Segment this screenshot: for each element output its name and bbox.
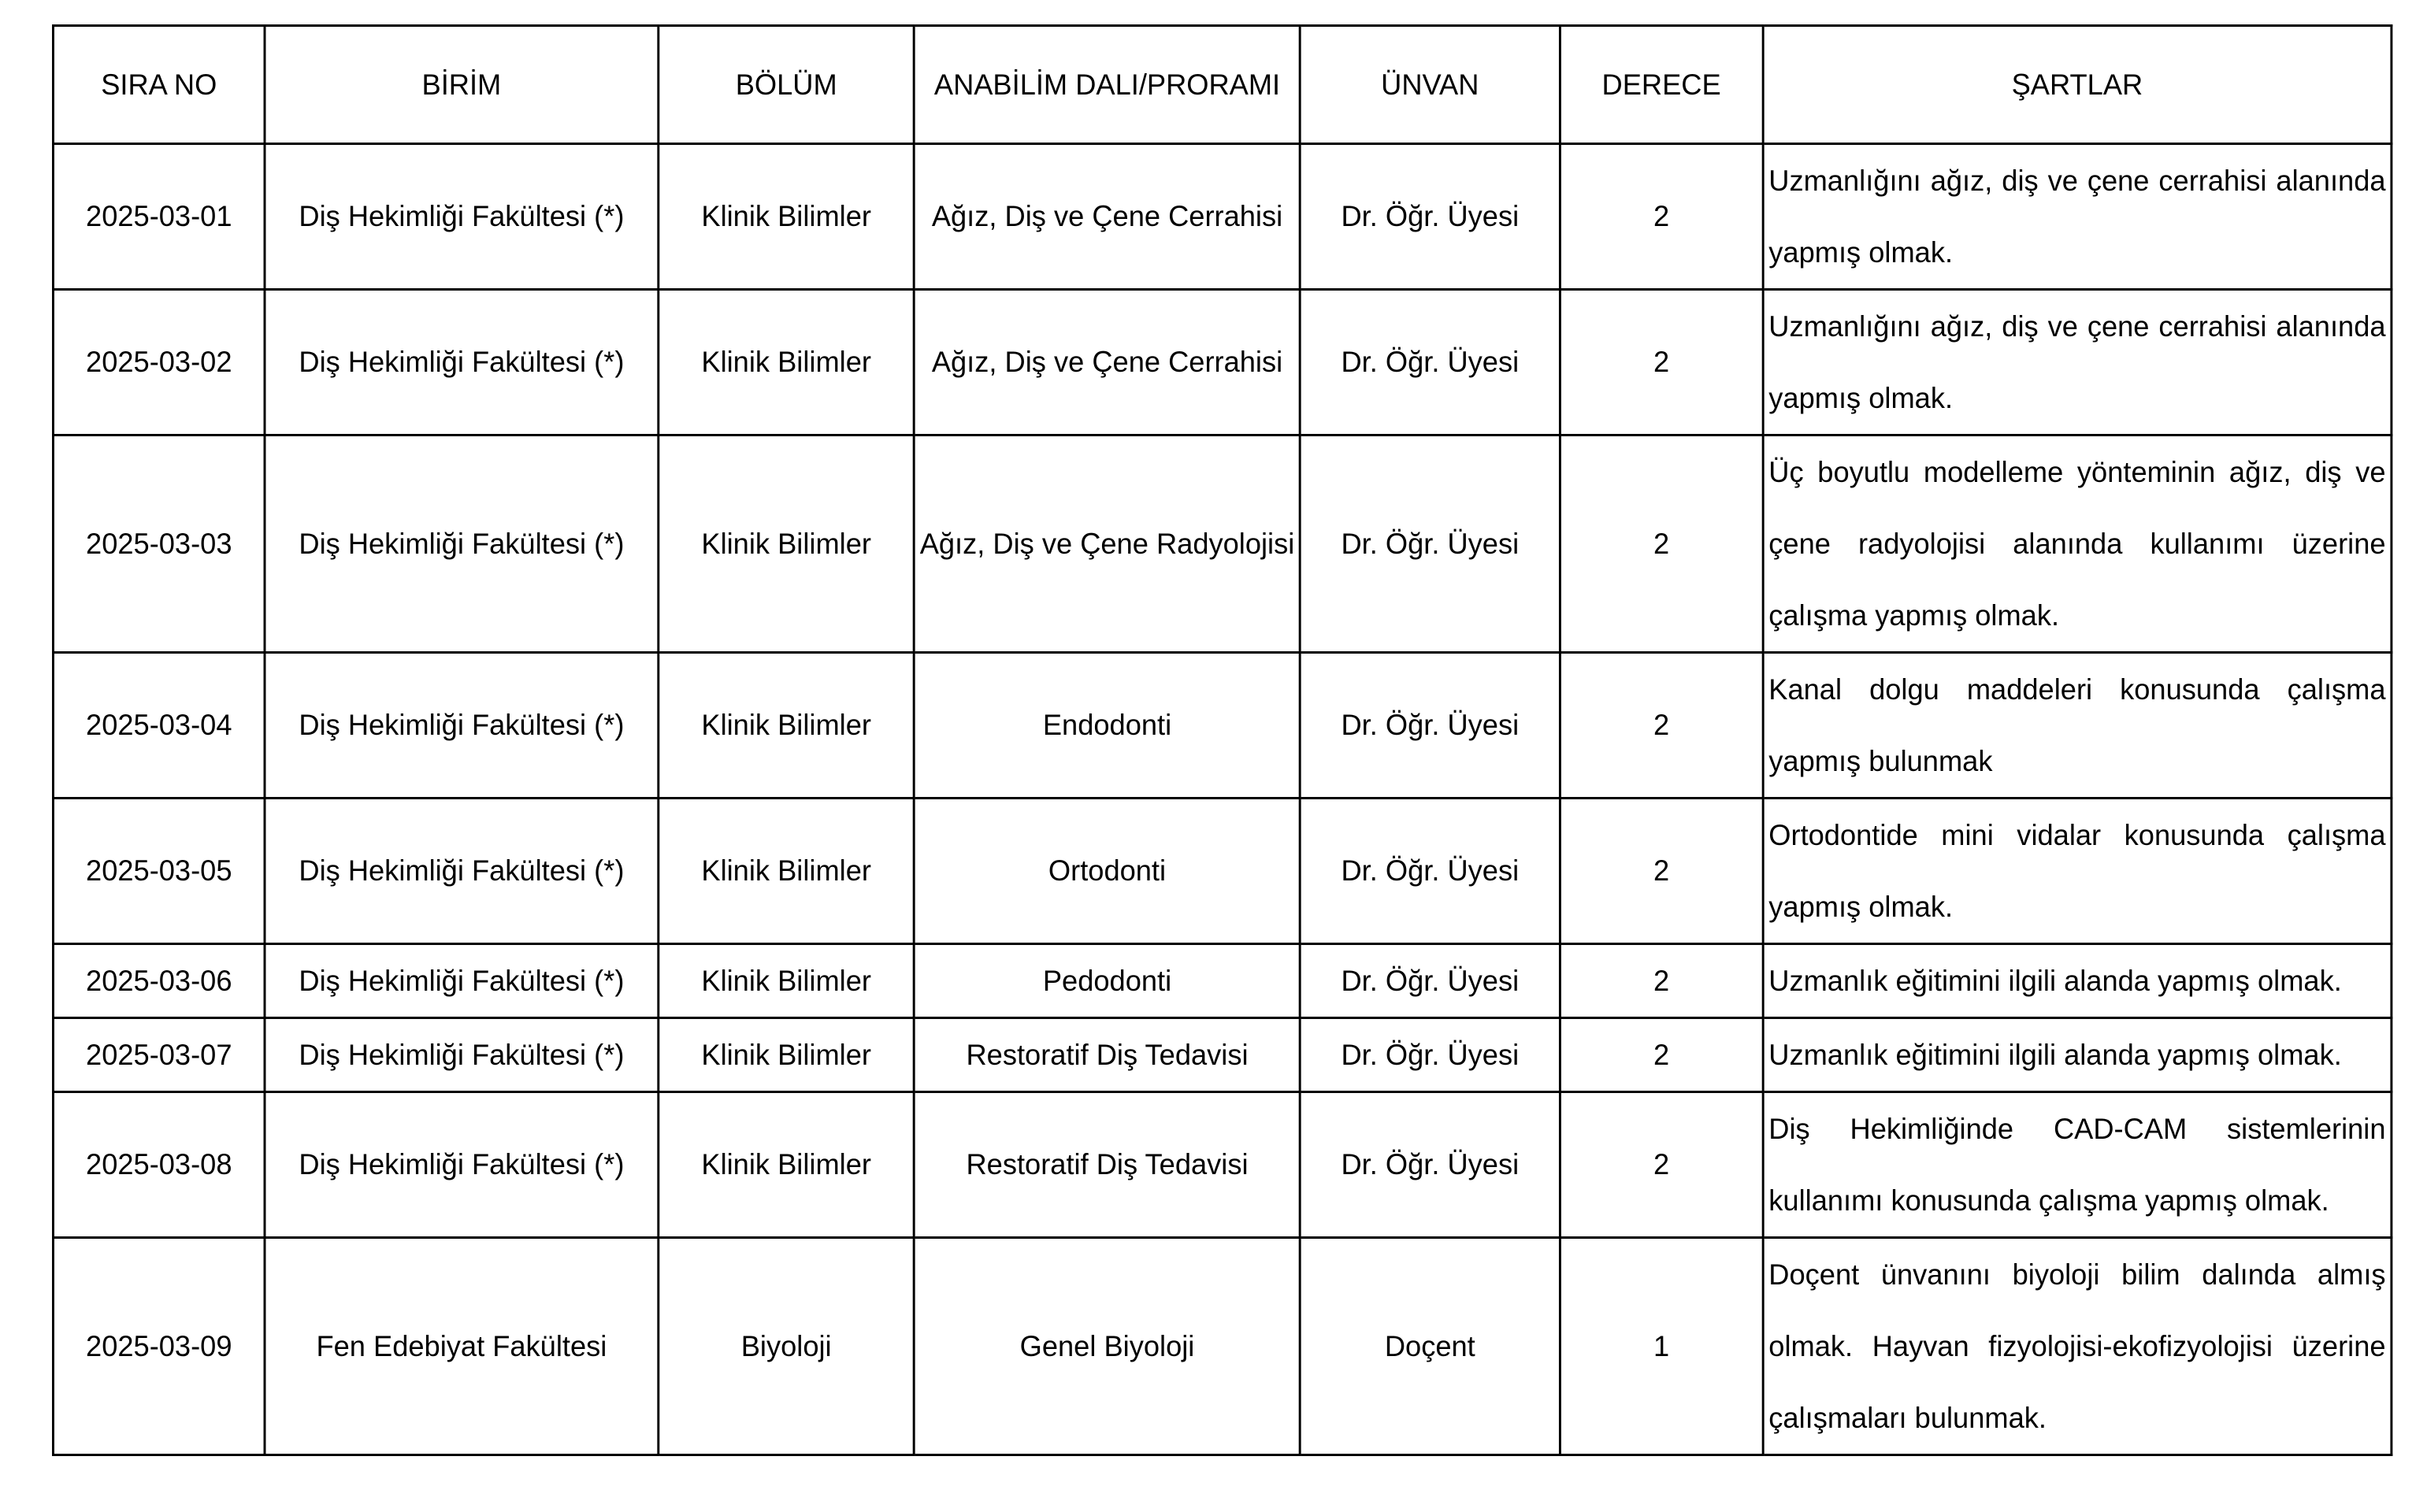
cell-anabilim: Genel Biyoloji xyxy=(915,1238,1301,1455)
cell-bolum: Klinik Bilimler xyxy=(659,1092,915,1238)
cell-anabilim: Ağız, Diş ve Çene Cerrahisi xyxy=(915,290,1301,435)
table-row xyxy=(53,435,2391,653)
cell-derece: 1 xyxy=(1560,1238,1763,1455)
cell-bolum: Klinik Bilimler xyxy=(659,799,915,944)
cell-sira-no: 2025-03-03 xyxy=(53,435,265,653)
cell-bolum: Biyoloji xyxy=(659,1238,915,1455)
cell-birim: Diş Hekimliği Fakültesi (*) xyxy=(265,435,659,653)
cell-sartlar: Kanal dolgu maddeleri konusunda çalışma yapmış bulunmak xyxy=(1763,653,2392,799)
cell-anabilim: Ağız, Diş ve Çene Radyolojisi xyxy=(915,435,1301,653)
cell-sira-no: 2025-03-05 xyxy=(53,799,265,944)
cell-birim: Diş Hekimliği Fakültesi (*) xyxy=(265,653,659,799)
cell-sartlar: Uzmanlığını ağız, diş ve çene cerrahisi alanında yapmış olmak. xyxy=(1763,144,2392,290)
cell-derece: 2 xyxy=(1560,944,1763,1018)
table-row xyxy=(53,944,2391,1018)
table-row xyxy=(53,1238,2391,1455)
cell-anabilim: Restoratif Diş Tedavisi xyxy=(915,1092,1301,1238)
cell-unvan: Dr. Öğr. Üyesi xyxy=(1300,290,1560,435)
cell-birim: Diş Hekimliği Fakültesi (*) xyxy=(265,144,659,290)
cell-sira-no: 2025-03-04 xyxy=(53,653,265,799)
cell-derece: 2 xyxy=(1560,144,1763,290)
cell-sartlar: Uzmanlık eğitimini ilgili alanda yapmış olmak. xyxy=(1763,944,2392,1018)
cell-anabilim: Restoratif Diş Tedavisi xyxy=(915,1018,1301,1092)
cell-bolum: Klinik Bilimler xyxy=(659,435,915,653)
cell-unvan: Dr. Öğr. Üyesi xyxy=(1300,144,1560,290)
table-row xyxy=(53,1018,2391,1092)
cell-derece: 2 xyxy=(1560,1092,1763,1238)
cell-birim: Diş Hekimliği Fakültesi (*) xyxy=(265,1018,659,1092)
cell-anabilim: Ortodonti xyxy=(915,799,1301,944)
cell-bolum: Klinik Bilimler xyxy=(659,653,915,799)
cell-sartlar: Ortodontide mini vidalar konusunda çalışma yapmış olmak. xyxy=(1763,799,2392,944)
header-bolum: BÖLÜM xyxy=(659,26,915,144)
table-row xyxy=(53,290,2391,435)
cell-sira-no: 2025-03-08 xyxy=(53,1092,265,1238)
header-unvan: ÜNVAN xyxy=(1300,26,1560,144)
cell-sartlar: Uzmanlığını ağız, diş ve çene cerrahisi alanında yapmış olmak. xyxy=(1763,290,2392,435)
cell-sartlar: Doçent ünvanını biyoloji bilim dalında almış olmak. Hayvan fizyolojisi-ekofizyolojisi üzerine çalışmaları bulunmak. xyxy=(1763,1238,2392,1455)
cell-bolum: Klinik Bilimler xyxy=(659,1018,915,1092)
cell-anabilim: Pedodonti xyxy=(915,944,1301,1018)
cell-birim: Diş Hekimliği Fakültesi (*) xyxy=(265,290,659,435)
table-row xyxy=(53,144,2391,290)
cell-birim: Fen Edebiyat Fakültesi xyxy=(265,1238,659,1455)
positions-table xyxy=(52,24,2392,1456)
cell-sira-no: 2025-03-02 xyxy=(53,290,265,435)
table-row xyxy=(53,799,2391,944)
header-sartlar: ŞARTLAR xyxy=(1763,26,2392,144)
cell-birim: Diş Hekimliği Fakültesi (*) xyxy=(265,799,659,944)
cell-sira-no: 2025-03-09 xyxy=(53,1238,265,1455)
cell-bolum: Klinik Bilimler xyxy=(659,290,915,435)
cell-sartlar: Uzmanlık eğitimini ilgili alanda yapmış olmak. xyxy=(1763,1018,2392,1092)
table-row xyxy=(53,1092,2391,1238)
cell-derece: 2 xyxy=(1560,435,1763,653)
cell-derece: 2 xyxy=(1560,799,1763,944)
header-sira-no: SIRA NO xyxy=(53,26,265,144)
cell-unvan: Dr. Öğr. Üyesi xyxy=(1300,653,1560,799)
header-row xyxy=(53,26,2391,144)
header-derece: DERECE xyxy=(1560,26,1763,144)
cell-anabilim: Endodonti xyxy=(915,653,1301,799)
cell-unvan: Doçent xyxy=(1300,1238,1560,1455)
cell-sira-no: 2025-03-06 xyxy=(53,944,265,1018)
cell-unvan: Dr. Öğr. Üyesi xyxy=(1300,944,1560,1018)
cell-sartlar: Diş Hekimliğinde CAD-CAM sistemlerinin kullanımı konusunda çalışma yapmış olmak. xyxy=(1763,1092,2392,1238)
cell-sira-no: 2025-03-07 xyxy=(53,1018,265,1092)
cell-unvan: Dr. Öğr. Üyesi xyxy=(1300,799,1560,944)
cell-birim: Diş Hekimliği Fakültesi (*) xyxy=(265,944,659,1018)
cell-derece: 2 xyxy=(1560,1018,1763,1092)
cell-unvan: Dr. Öğr. Üyesi xyxy=(1300,1018,1560,1092)
cell-bolum: Klinik Bilimler xyxy=(659,944,915,1018)
cell-derece: 2 xyxy=(1560,290,1763,435)
cell-unvan: Dr. Öğr. Üyesi xyxy=(1300,1092,1560,1238)
cell-anabilim: Ağız, Diş ve Çene Cerrahisi xyxy=(915,144,1301,290)
cell-unvan: Dr. Öğr. Üyesi xyxy=(1300,435,1560,653)
cell-sartlar: Üç boyutlu modelleme yönteminin ağız, diş ve çene radyolojisi alanında kullanımı üzerine çalışma yapmış olmak. xyxy=(1763,435,2392,653)
header-anabilim: ANABİLİM DALI/PRORAMI xyxy=(915,26,1301,144)
cell-derece: 2 xyxy=(1560,653,1763,799)
cell-sira-no: 2025-03-01 xyxy=(53,144,265,290)
cell-bolum: Klinik Bilimler xyxy=(659,144,915,290)
table-row xyxy=(53,653,2391,799)
header-birim: BİRİM xyxy=(265,26,659,144)
cell-birim: Diş Hekimliği Fakültesi (*) xyxy=(265,1092,659,1238)
